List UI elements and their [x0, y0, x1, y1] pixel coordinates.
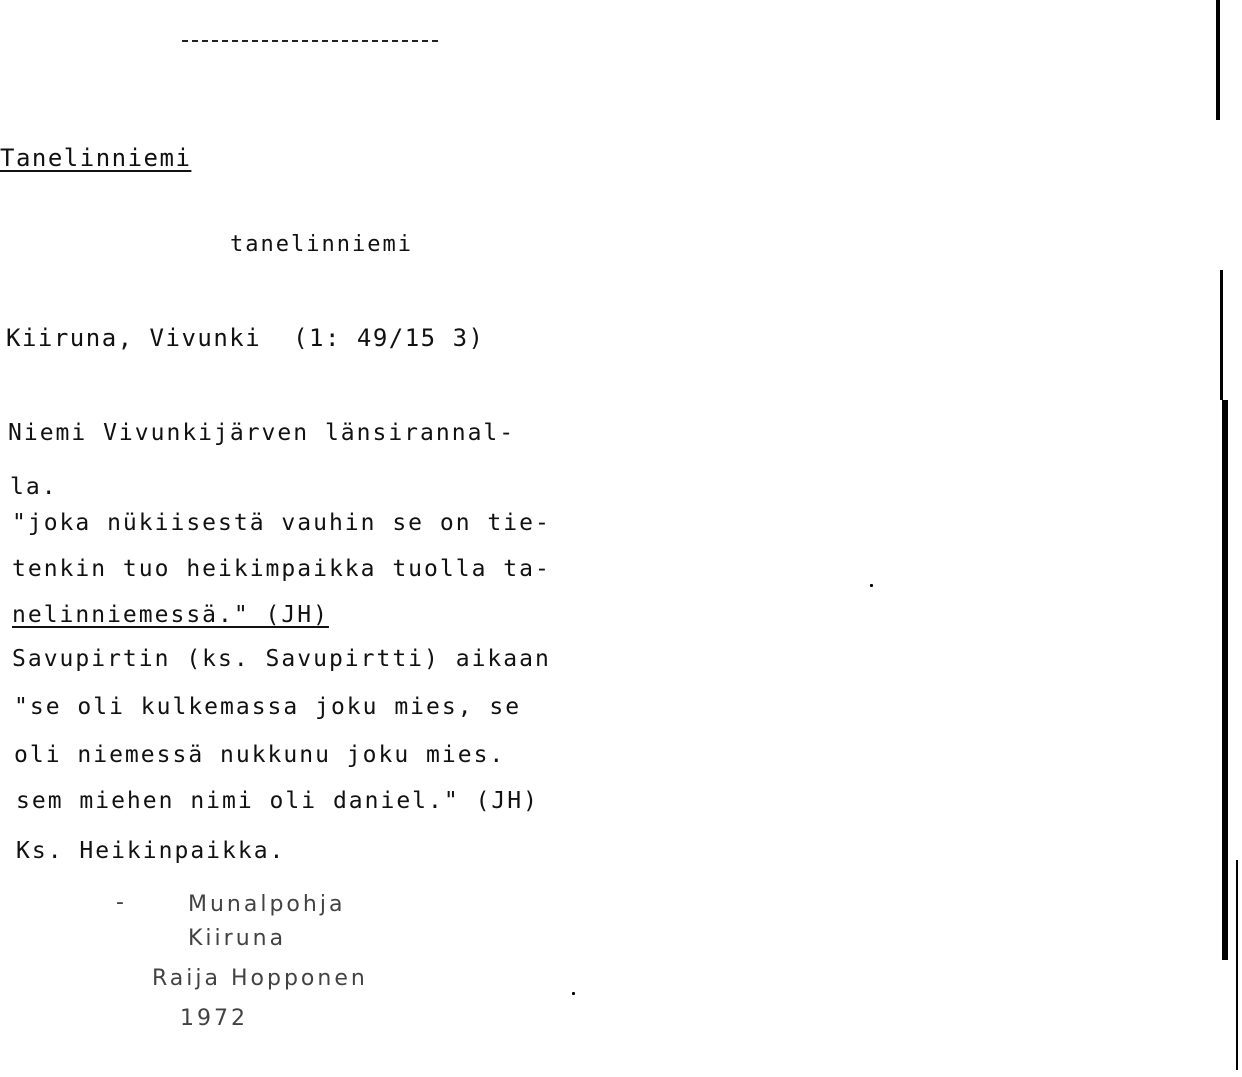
headword: tanelinniemi [230, 232, 413, 257]
scan-edge-mark [1236, 860, 1238, 1070]
scan-edge-mark [1220, 270, 1223, 400]
body-line-9: sem miehen nimi oli daniel." (JH) [16, 788, 539, 814]
body-line-2: la. [10, 474, 58, 500]
body-line-1: Niemi Vivunkijärven länsirannal- [8, 420, 516, 446]
top-divider [182, 40, 438, 42]
card-title: Tanelinniemi [0, 144, 192, 172]
scan-speck [870, 584, 873, 587]
scan-speck [572, 992, 575, 995]
stamp-line-4: 1972 [180, 1006, 248, 1031]
stamp-line-3: Raija Hopponen [152, 966, 368, 991]
stamp-line-1: Munalpohja [188, 892, 346, 917]
body-line-7: "se oli kulkemassa joku mies, se [14, 694, 522, 720]
stamp-dash: - [116, 890, 127, 915]
body-line-10: Ks. Heikinpaikka. [16, 838, 286, 864]
body-line-6: Savupirtin (ks. Savupirtti) aikaan [12, 646, 551, 672]
scan-edge-mark [1222, 400, 1228, 960]
body-line-5: nelinniemessä." (JH) [12, 602, 329, 628]
location-line: Kiiruna, Vivunki (1: 49/15 3) [6, 324, 485, 352]
scan-edge-mark [1216, 0, 1220, 120]
body-line-8: oli niemessä nukkunu joku mies. [14, 742, 506, 768]
body-line-3: "joka nükiisestä vauhin se on tie- [12, 510, 551, 536]
body-line-4: tenkin tuo heikimpaikka tuolla ta- [12, 556, 551, 582]
stamp-line-2: Kiiruna [188, 926, 287, 951]
